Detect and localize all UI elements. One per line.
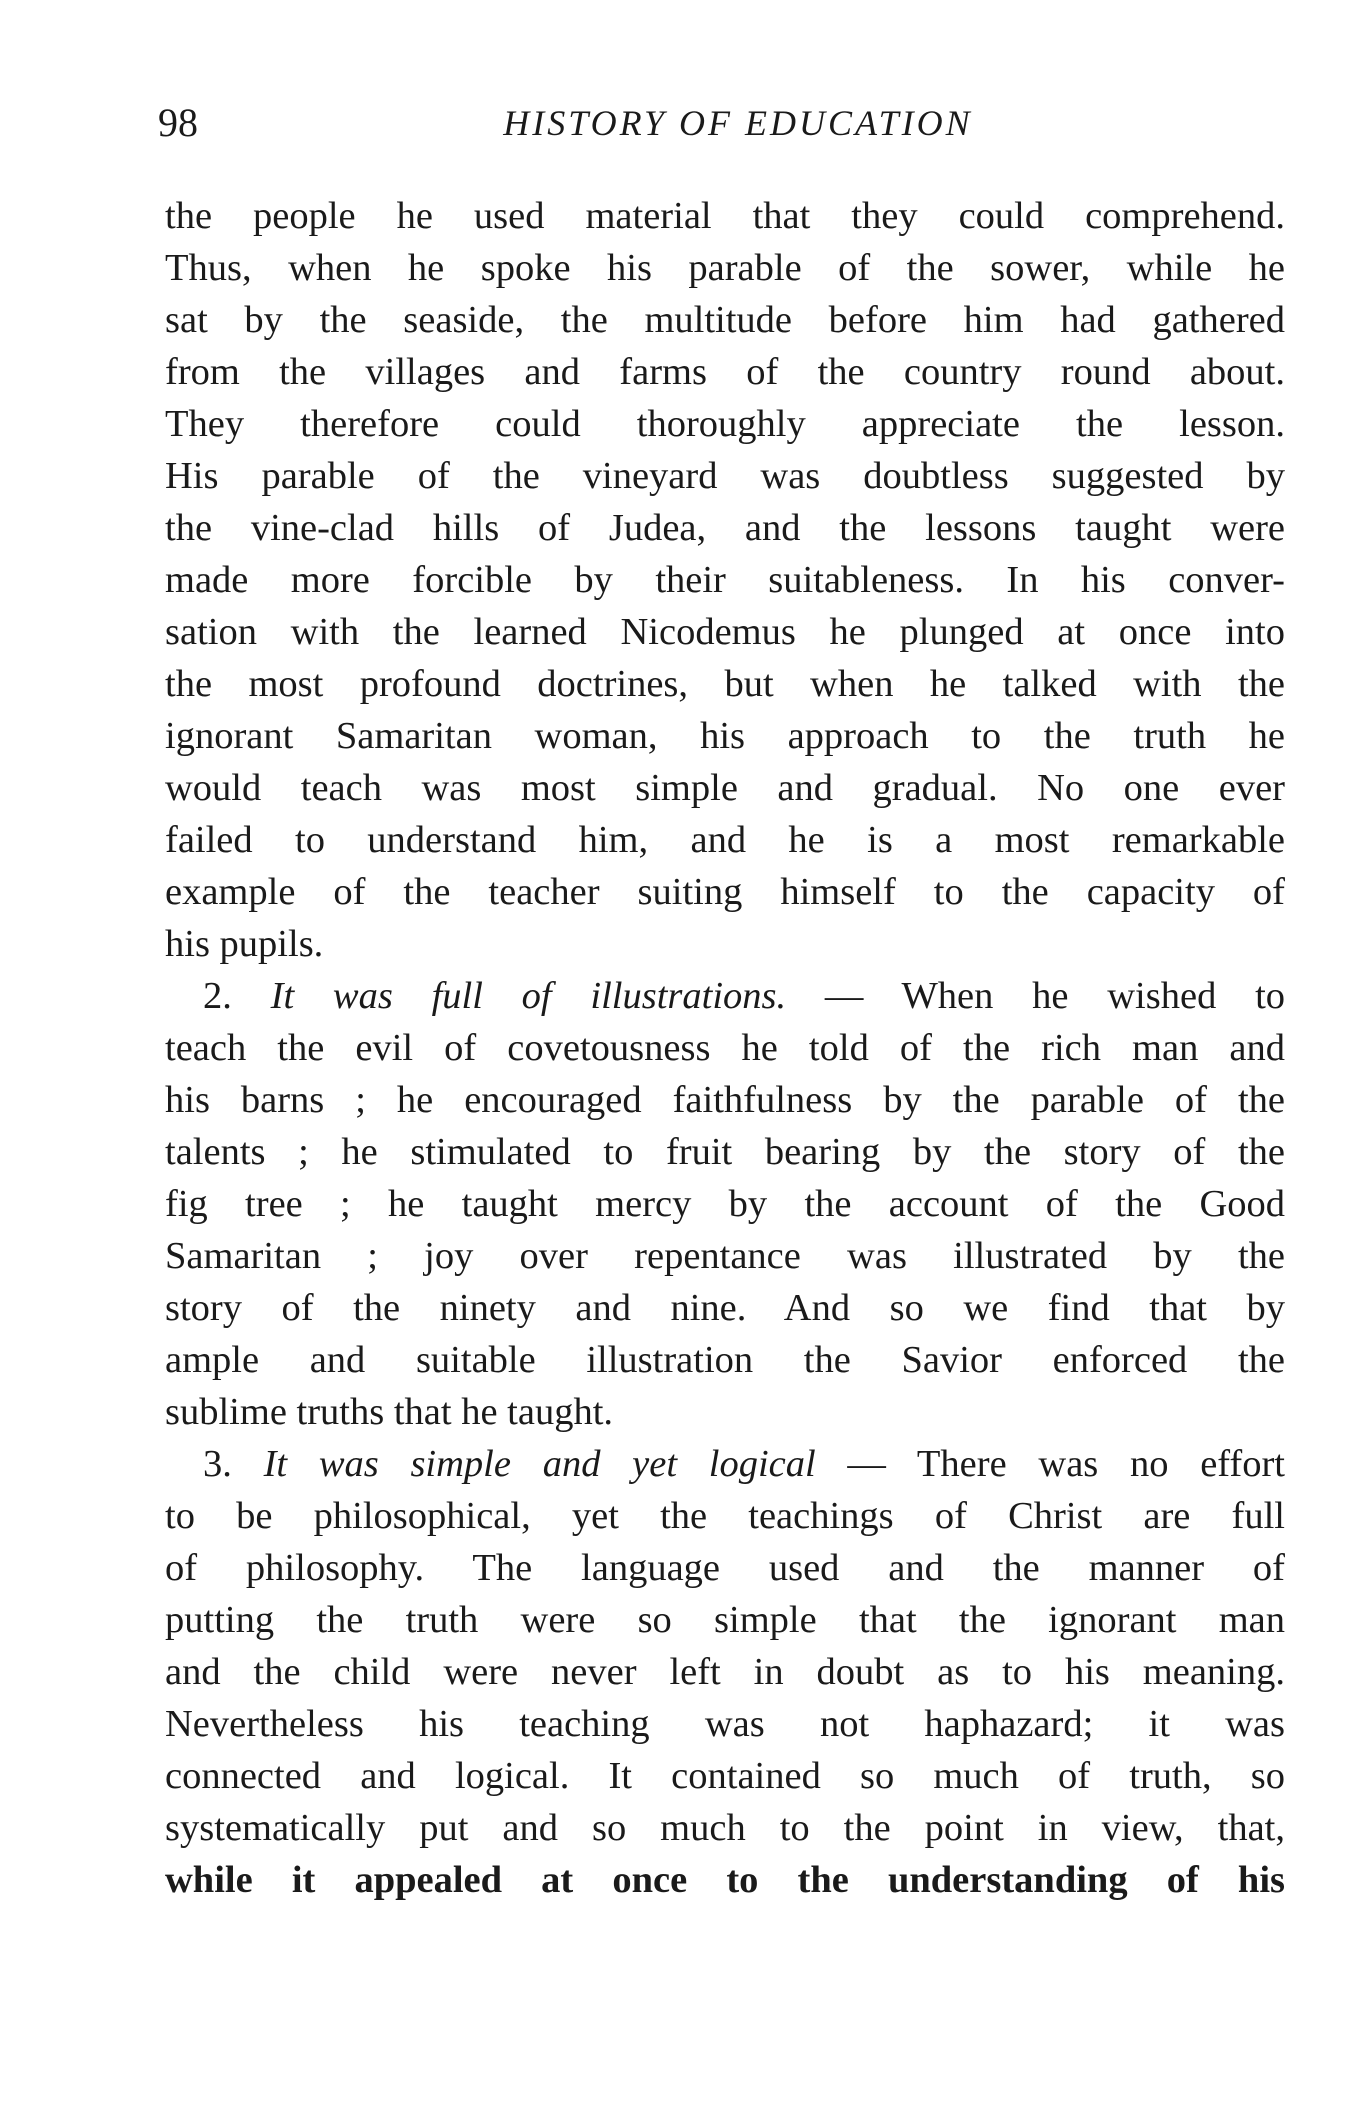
text-line: the vine-clad hills of Judea, and the lessons taught were	[165, 507, 1285, 549]
text-line: ample and suitable illustration the Savior enforced the	[165, 1339, 1285, 1381]
section-lead-text: — When he wished to	[824, 975, 1286, 1017]
text-line: talents ; he stimulated to fruit bearing by the story of the	[165, 1131, 1285, 1173]
text-line: and the child were never left in doubt as to his meaning.	[165, 1651, 1285, 1693]
text-line: His parable of the vineyard was doubtless suggested by	[165, 455, 1285, 497]
text-line: story of the ninety and nine. And so we find that by	[165, 1287, 1285, 1329]
text-line: systematically put and so much to the point in view, that,	[165, 1807, 1285, 1849]
text-line: sublime truths that he taught.	[165, 1391, 614, 1433]
text-line: made more forcible by their suitableness. In his conver-	[165, 559, 1285, 601]
text-line: example of the teacher suiting himself to the capacity of	[165, 871, 1285, 913]
section-heading: It was full of illustrations.	[270, 975, 787, 1017]
text-line: connected and logical. It contained so much of truth, so	[165, 1755, 1285, 1797]
section-heading-line	[165, 970, 1285, 1022]
text-line: fig tree ; he taught mercy by the account of the Good	[165, 1183, 1285, 1225]
text-line: would teach was most simple and gradual. No one ever	[165, 767, 1285, 809]
text-line: sat by the seaside, the multitude before him had gathered	[165, 299, 1285, 341]
text-line: Thus, when he spoke his parable of the sower, while he	[165, 247, 1285, 289]
text-line: teach the evil of covetousness he told of the rich man and	[165, 1027, 1285, 1069]
section-heading-line	[165, 1438, 1285, 1490]
text-line: the most profound doctrines, but when he talked with the	[165, 663, 1285, 705]
text-line: ignorant Samaritan woman, his approach to the truth he	[165, 715, 1285, 757]
text-line: failed to understand him, and he is a most remarkable	[165, 819, 1285, 861]
section-number: 3.	[203, 1443, 232, 1485]
body-text	[165, 190, 1285, 1906]
text-line: his pupils.	[165, 923, 324, 965]
page-header	[158, 98, 1278, 148]
text-line: putting the truth were so simple that the ignorant man	[165, 1599, 1285, 1641]
text-line: Samaritan ; joy over repentance was illustrated by the	[165, 1235, 1285, 1277]
text-line: to be philosophical, yet the teachings of Christ are full	[165, 1495, 1285, 1537]
text-line: while it appealed at once to the understanding of his	[165, 1859, 1285, 1901]
text-line: the people he used material that they could comprehend.	[165, 195, 1285, 237]
text-line: of philosophy. The language used and the manner of	[165, 1547, 1285, 1589]
running-title: HISTORY OF EDUCATION	[503, 103, 973, 143]
text-line: from the villages and farms of the country round about.	[165, 351, 1285, 393]
section-heading: It was simple and yet logical	[263, 1443, 816, 1485]
section-lead-text: — There was no effort	[847, 1443, 1285, 1485]
text-line: They therefore could thoroughly appreciate the lesson.	[165, 403, 1285, 445]
page-number: 98	[158, 100, 198, 145]
text-line: sation with the learned Nicodemus he plunged at once into	[165, 611, 1285, 653]
section-number: 2.	[203, 975, 232, 1017]
text-line: his barns ; he encouraged faithfulness by the parable of the	[165, 1079, 1285, 1121]
text-line: Nevertheless his teaching was not haphazard; it was	[165, 1703, 1285, 1745]
